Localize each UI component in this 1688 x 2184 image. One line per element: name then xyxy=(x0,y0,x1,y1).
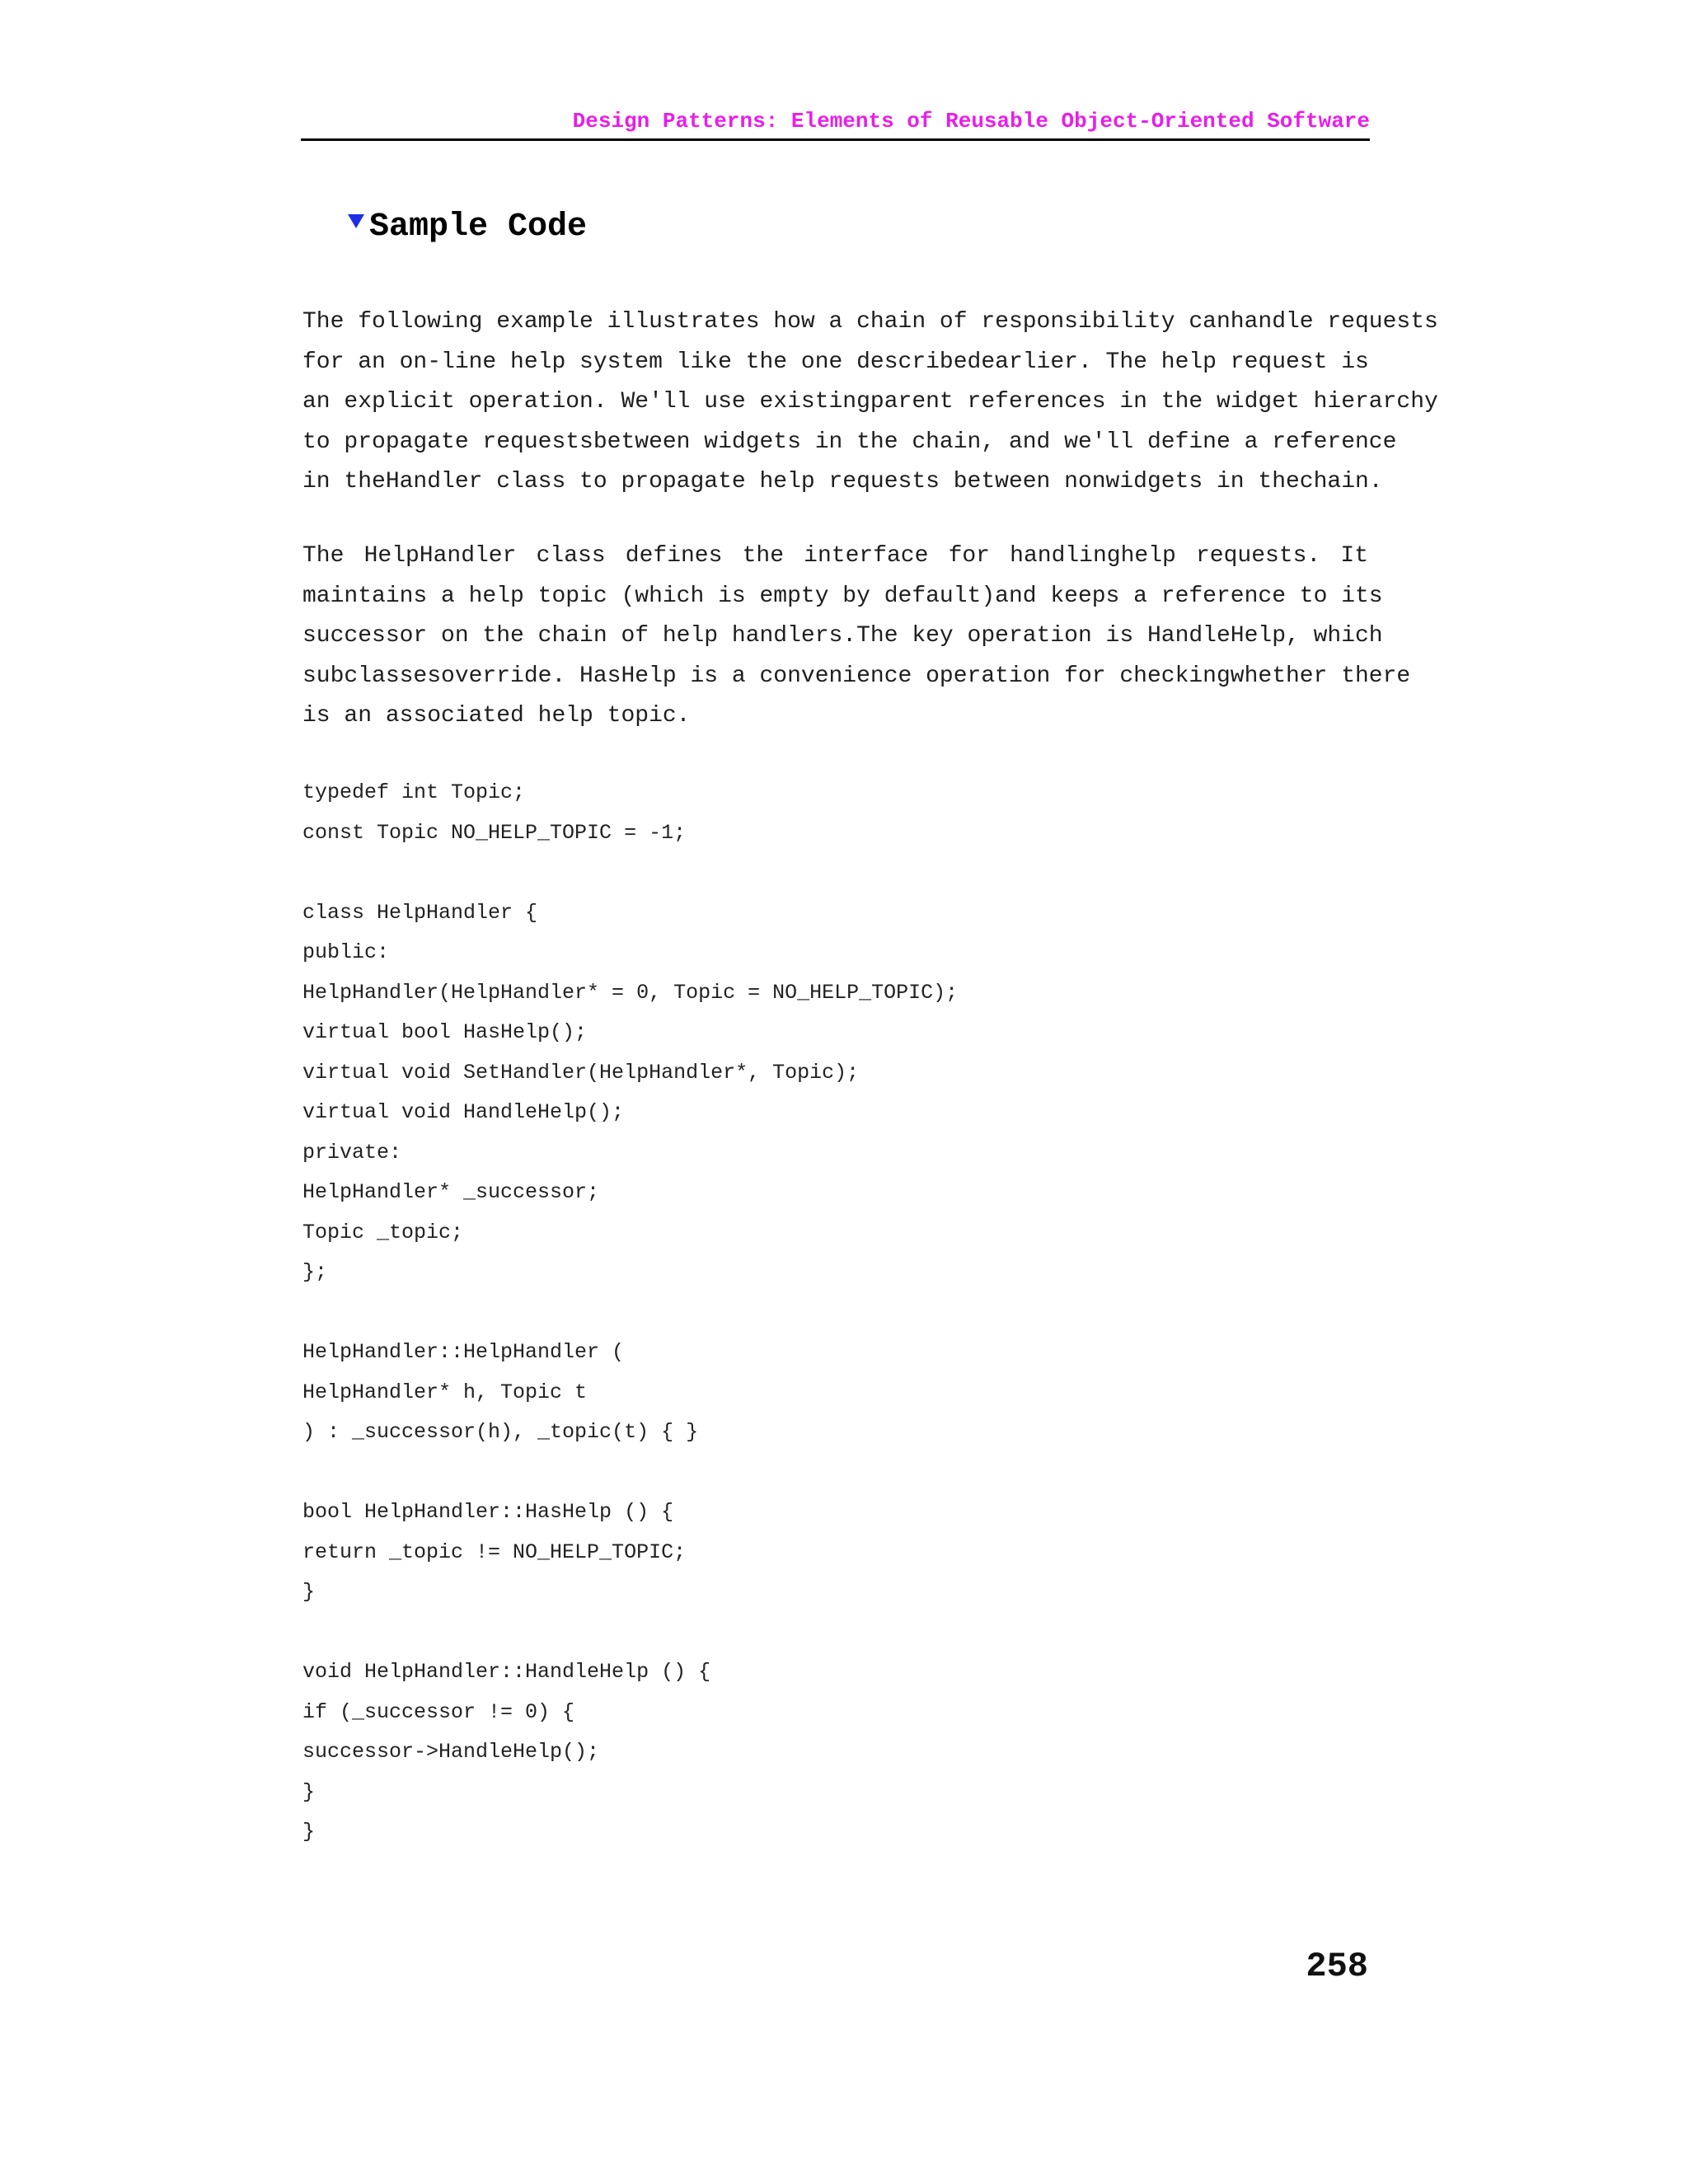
code-line: virtual void HandleHelp(); xyxy=(302,1100,625,1124)
header-divider xyxy=(301,138,1370,141)
code-line: HelpHandler::HelpHandler ( xyxy=(302,1340,625,1364)
code-line: } xyxy=(302,1779,316,1804)
paragraph-line: to propagate requestsbetween widgets in the chain, and we'll define a reference xyxy=(302,429,1397,455)
paragraph-line: an explicit operation. We'll use existingparent references in the widget hierarchy xyxy=(302,389,1438,415)
code-line: successor->HandleHelp(); xyxy=(302,1740,600,1764)
code-line xyxy=(302,1453,958,1493)
code-line: bool HelpHandler::HasHelp () { xyxy=(302,1500,674,1524)
paragraph-intro xyxy=(302,302,1438,503)
code-line: void HelpHandler::HandleHelp () { xyxy=(302,1660,711,1684)
section-heading xyxy=(348,204,587,251)
paragraph-line: successor on the chain of help handlers.The key operation is HandleHelp, which xyxy=(302,623,1383,649)
code-line: HelpHandler* h, Topic t xyxy=(302,1380,588,1404)
code-line xyxy=(302,1293,958,1333)
paragraph-line: The HelpHandler class defines the interface for handlinghelp requests. It xyxy=(302,543,1368,569)
code-line: const Topic NO_HELP_TOPIC = -1; xyxy=(302,820,687,845)
paragraph-line: in theHandler class to propagate help requests between nonwidgets in thechain. xyxy=(302,469,1383,494)
code-line: } xyxy=(302,1580,316,1604)
blue-triangle-down-icon xyxy=(348,214,364,228)
code-line: } xyxy=(302,1820,316,1844)
code-line: HelpHandler* _successor; xyxy=(302,1180,600,1204)
paragraph-line: maintains a help topic (which is empty by default)and keeps a reference to its xyxy=(302,583,1383,609)
code-line: public: xyxy=(302,940,390,964)
code-line xyxy=(302,1613,958,1653)
code-line: Topic _topic; xyxy=(302,1220,464,1244)
code-line: virtual bool HasHelp(); xyxy=(302,1020,588,1044)
paragraph-line: for an on-line help system like the one describedearlier. The help request is xyxy=(302,349,1369,375)
code-line: HelpHandler(HelpHandler* = 0, Topic = NO_HELP_TOPIC); xyxy=(302,980,959,1005)
code-line: private: xyxy=(302,1140,402,1165)
running-header-title: Design Patterns: Elements of Reusable Object-Oriented Software xyxy=(572,109,1370,134)
paragraph-line: The following example illustrates how a chain of responsibility canhandle requests xyxy=(302,309,1438,335)
paragraph-helphandler xyxy=(302,537,1411,737)
code-listing xyxy=(302,773,958,1853)
section-title: Sample Code xyxy=(369,209,588,246)
code-line: class HelpHandler { xyxy=(302,900,538,925)
code-line: return _topic != NO_HELP_TOPIC; xyxy=(302,1540,687,1564)
code-line: if (_successor != 0) { xyxy=(302,1699,575,1724)
paragraph-line: subclassesoverride. HasHelp is a convenience operation for checkingwhether there xyxy=(302,663,1411,689)
page-number: 258 xyxy=(1306,1947,1368,1986)
code-line: ) : _successor(h), _topic(t) { } xyxy=(302,1420,699,1444)
code-line xyxy=(302,853,958,893)
code-line: typedef int Topic; xyxy=(302,780,526,804)
code-line: }; xyxy=(302,1260,328,1284)
code-line: virtual void SetHandler(HelpHandler*, Topic); xyxy=(302,1060,860,1085)
paragraph-line: is an associated help topic. xyxy=(302,703,691,729)
